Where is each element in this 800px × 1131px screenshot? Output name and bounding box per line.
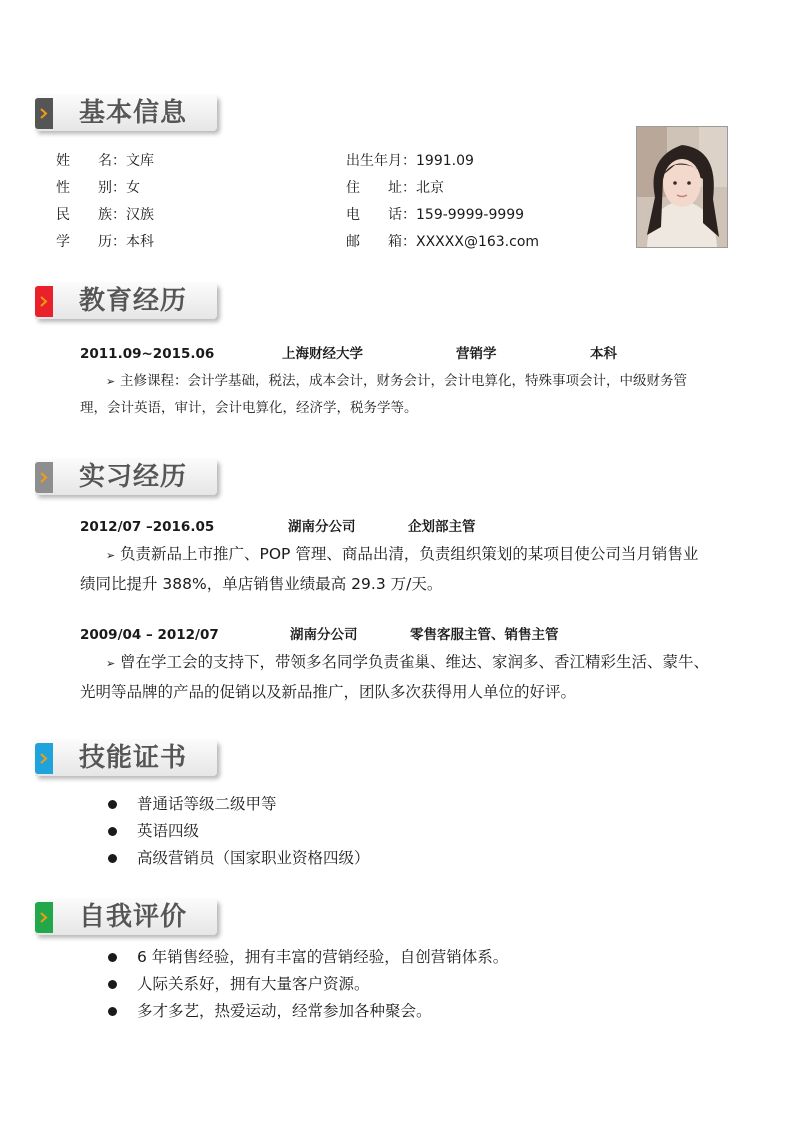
- bullet-icon: [108, 1007, 117, 1016]
- job-company: 湖南分公司: [288, 519, 356, 535]
- bullet-icon: [108, 827, 117, 836]
- bullet-icon: [108, 980, 117, 989]
- bullet-icon: [108, 800, 117, 809]
- section-title: 教育经历: [79, 286, 188, 316]
- section-title: 技能证书: [79, 743, 188, 773]
- job-role: 企划部主管: [408, 519, 476, 535]
- education-major: 营销学: [456, 346, 497, 362]
- bullet-icon: [108, 953, 117, 962]
- chevron-icon: [35, 462, 53, 493]
- job-role: 零售客服主管、销售主管: [410, 627, 559, 643]
- section-header-skills: [35, 740, 217, 778]
- info-phone: 电 话：159-9999-9999: [346, 207, 525, 223]
- section-title: 基本信息: [79, 98, 188, 128]
- education-degree: 本科: [590, 346, 617, 362]
- job-company: 湖南分公司: [290, 627, 358, 643]
- arrow-bullet-icon: ➢: [106, 375, 116, 388]
- section-header-self: [35, 899, 217, 937]
- education-period: 2011.09~2015.06: [80, 346, 215, 362]
- chevron-icon: [35, 743, 53, 774]
- info-education: 学 历：本科: [56, 234, 154, 250]
- job-description: ➢ 负责新品上市推广、POP 管理、商品出清，负责组织策划的某项目使公司当月销售业 绩同比提升 388%，单店销售业绩最高 29.3 万/天。: [80, 540, 770, 598]
- section-header-internship: [35, 459, 217, 497]
- bullet-icon: [108, 854, 117, 863]
- chevron-icon: [35, 902, 53, 933]
- chevron-icon: [35, 98, 53, 129]
- info-name: 姓 名：文库: [56, 153, 154, 169]
- section-title: 实习经历: [79, 462, 188, 492]
- arrow-bullet-icon: ➢: [106, 657, 116, 670]
- section-header-basic: [35, 95, 217, 133]
- education-school: 上海财经大学: [282, 346, 363, 362]
- info-address: 住 址：北京: [346, 180, 444, 196]
- info-gender: 性 别：女: [56, 180, 140, 196]
- arrow-bullet-icon: ➢: [106, 549, 116, 562]
- section-header-education: [35, 283, 217, 321]
- profile-photo: [636, 126, 728, 248]
- education-courses: ➢ 主修课程：会计学基础，税法，成本会计，财务会计，会计电算化，特殊事项会计，中级财务管 理，会计英语，审计，会计电算化，经济学，税务学等。: [80, 368, 750, 421]
- info-ethnicity: 民 族：汉族: [56, 207, 154, 223]
- job-period: 2012/07 –2016.05: [80, 519, 215, 535]
- section-title: 自我评价: [79, 902, 188, 932]
- info-birth: 出生年月：1991.09: [346, 153, 474, 169]
- job-period: 2009/04 – 2012/07: [80, 627, 219, 643]
- info-email: 邮 箱：XXXXX@163.com: [346, 234, 540, 250]
- chevron-icon: [35, 286, 53, 317]
- job-description: ➢ 曾在学工会的支持下，带领多名同学负责雀巢、维达、家润多、香江精彩生活、蒙牛、 光明等品牌的产品的促销以及新品推广，团队多次获得用人单位的好评。: [80, 648, 770, 706]
